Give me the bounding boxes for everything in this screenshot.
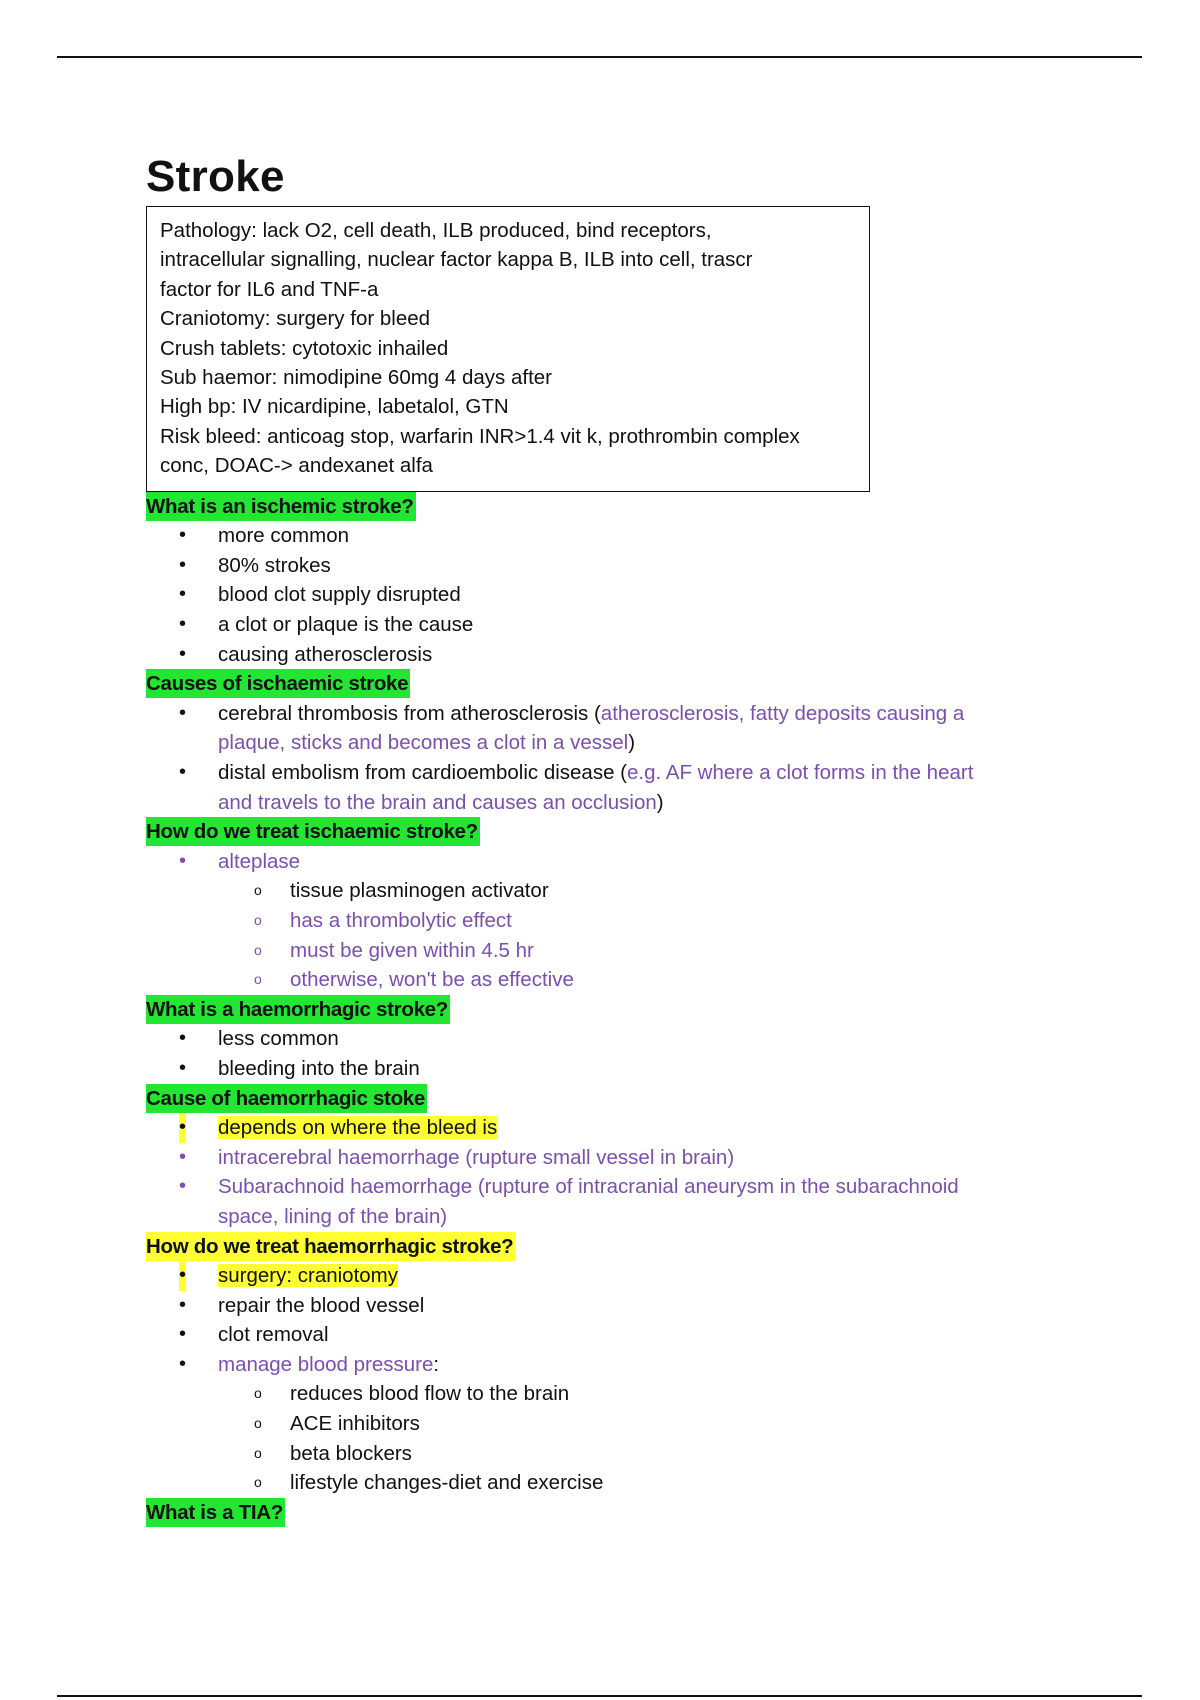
list-item: • bleeding into the brain xyxy=(146,1054,1106,1084)
bullet-icon: • xyxy=(179,701,187,724)
list-item: • surgery: craniotomy xyxy=(146,1261,1106,1291)
notes-box xyxy=(146,206,870,492)
sub-list-item: o tissue plasminogen activator xyxy=(146,876,1106,906)
sub-bullet-icon: o xyxy=(254,911,262,928)
bullet-icon: • xyxy=(179,1175,187,1198)
bullet-icon: • xyxy=(179,553,187,576)
list-item: • depends on where the bleed is xyxy=(146,1113,1106,1143)
section-heading: Causes of ischaemic stroke xyxy=(146,669,410,698)
list-item: • causing atherosclerosis xyxy=(146,640,1106,670)
bullet-list xyxy=(146,1261,1106,1498)
bullet-icon: • xyxy=(179,1145,187,1168)
header-rule xyxy=(57,56,1142,58)
box-line: Craniotomy: surgery for bleed xyxy=(160,307,431,331)
box-line: Risk bleed: anticoag stop, warfarin INR>1.4 vit k, prothrombin complex xyxy=(160,424,800,448)
list-item: • distal embolism from cardioembolic disease (e.g. AF where a clot forms in the heart and travels to the brain and causes an occlusion) xyxy=(146,758,1106,817)
sub-list-item: o beta blockers xyxy=(146,1439,1106,1469)
list-item: • cerebral thrombosis from atherosclerosis (atherosclerosis, fatty deposits causing a plaque, sticks and becomes a clot in a vessel) xyxy=(146,699,1106,758)
box-line: Crush tablets: cytotoxic inhailed xyxy=(160,336,449,360)
sub-bullet-icon: o xyxy=(254,941,262,958)
bullet-icon: • xyxy=(179,849,187,872)
bullet-icon: • xyxy=(179,1027,187,1050)
section-heading: How do we treat ischaemic stroke? xyxy=(146,817,480,846)
section-heading: What is a TIA? xyxy=(146,1498,285,1527)
list-item: • manage blood pressure: xyxy=(146,1350,1106,1380)
bullet-icon: • xyxy=(179,1056,187,1079)
box-line: intracellular signalling, nuclear factor kappa B, ILB into cell, trascr xyxy=(160,248,753,272)
list-item: • more common xyxy=(146,521,1106,551)
section-heading: What is a haemorrhagic stroke? xyxy=(146,995,450,1024)
list-item: • Subarachnoid haemorrhage (rupture of intracranial aneurysm in the subarachnoid space, lining of the brain) xyxy=(146,1172,1106,1231)
bullet-list xyxy=(146,1113,1106,1231)
box-line: conc, DOAC-> andexanet alfa xyxy=(160,454,433,478)
bullet-icon: • xyxy=(179,524,187,547)
bullet-icon: • xyxy=(179,1323,187,1346)
list-item: • clot removal xyxy=(146,1320,1106,1350)
sub-bullet-icon: o xyxy=(254,1444,262,1461)
sub-list-item: o ACE inhibitors xyxy=(146,1409,1106,1439)
document-body xyxy=(146,150,1106,1527)
box-line: Pathology: lack O2, cell death, ILB produced, bind receptors, xyxy=(160,219,712,242)
sub-list-item: o lifestyle changes-diet and exercise xyxy=(146,1468,1106,1498)
list-item: • alteplase xyxy=(146,847,1106,877)
bullet-icon: • xyxy=(179,1113,186,1143)
sub-list-item: o has a thrombolytic effect xyxy=(146,906,1106,936)
box-line: Sub haemor: nimodipine 60mg 4 days after xyxy=(160,366,553,390)
page-title: Stroke xyxy=(146,152,285,201)
sub-bullet-icon: o xyxy=(254,1415,262,1432)
bullet-list xyxy=(146,699,1106,817)
footer-rule xyxy=(57,1695,1142,1697)
bullet-icon: • xyxy=(179,1293,187,1316)
sub-bullet-icon: o xyxy=(254,1385,262,1402)
sub-bullet-icon: o xyxy=(254,971,262,988)
sub-list-item: o must be given within 4.5 hr xyxy=(146,936,1106,966)
bullet-list xyxy=(146,847,1106,995)
bullet-icon: • xyxy=(179,583,187,606)
bullet-icon: • xyxy=(179,761,187,783)
list-item: • intracerebral haemorrhage (rupture small vessel in brain) xyxy=(146,1143,1106,1173)
bullet-icon: • xyxy=(179,613,187,636)
bullet-list xyxy=(146,1024,1106,1083)
bullet-icon: • xyxy=(179,1352,187,1375)
box-line: factor for IL6 and TNF-a xyxy=(160,277,379,301)
list-item: • 80% strokes xyxy=(146,551,1106,581)
sub-list-item: o reduces blood flow to the brain xyxy=(146,1379,1106,1409)
sub-bullet-icon: o xyxy=(254,882,262,899)
sub-bullet-icon: o xyxy=(254,1474,262,1491)
list-item: • repair the blood vessel xyxy=(146,1291,1106,1321)
list-item: • less common xyxy=(146,1024,1106,1054)
bullet-icon: • xyxy=(179,642,187,665)
section-heading: What is an ischemic stroke? xyxy=(146,492,416,521)
sub-list-item: o otherwise, won't be as effective xyxy=(146,965,1106,995)
list-item: • a clot or plaque is the cause xyxy=(146,610,1106,640)
section-heading: Cause of haemorrhagic stoke xyxy=(146,1084,427,1113)
bullet-list xyxy=(146,521,1106,669)
list-item: • blood clot supply disrupted xyxy=(146,580,1106,610)
section-heading: How do we treat haemorrhagic stroke? xyxy=(146,1232,515,1261)
bullet-icon: • xyxy=(179,1261,186,1291)
box-line: High bp: IV nicardipine, labetalol, GTN xyxy=(160,395,509,419)
